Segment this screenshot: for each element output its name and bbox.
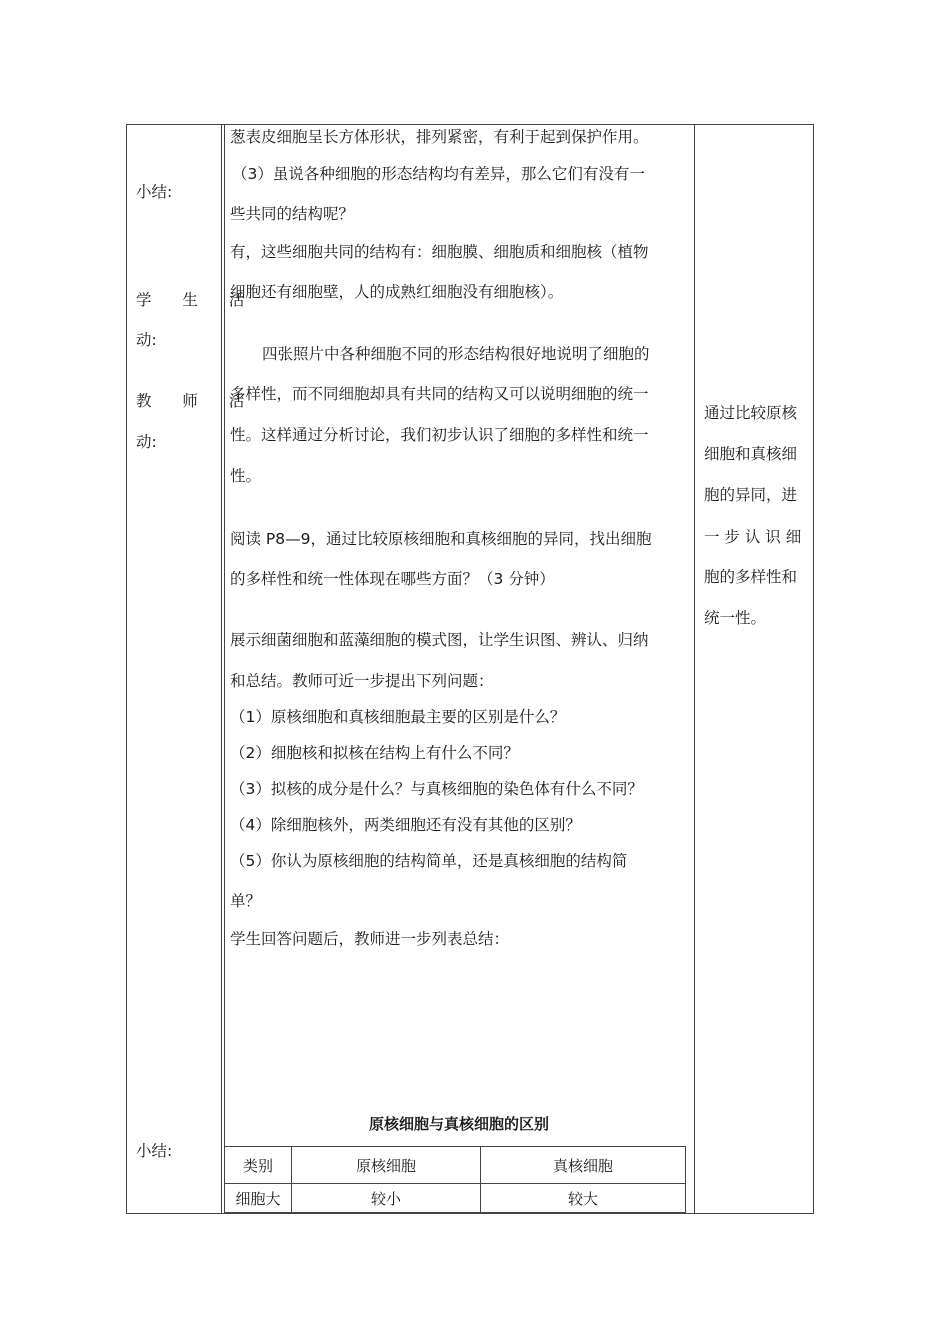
body-line: 有，这些细胞共同的结构有：细胞膜、细胞质和细胞核（植物 xyxy=(230,243,649,261)
intent-line: 统一性。 xyxy=(704,609,767,627)
summary-label-1: 小结: xyxy=(136,183,173,201)
body-line: 和总结。教师可近一步提出下列问题： xyxy=(230,672,494,690)
table-cell: 较大 xyxy=(481,1184,686,1213)
body-line: 四张照片中各种细胞不同的形态结构很好地说明了细胞的 xyxy=(262,345,650,363)
table-caption: 原核细胞与真核细胞的区别 xyxy=(368,1115,549,1133)
student-activity-label: 学 生 活 xyxy=(136,291,258,309)
comparison-table xyxy=(224,1146,686,1213)
body-line: 的多样性和统一性体现在哪些方面？（3 分钟） xyxy=(230,570,555,588)
body-line: 单？ xyxy=(230,892,262,910)
body-line: 展示细菌细胞和蓝藻细胞的模式图，让学生识图、辨认、归纳 xyxy=(230,631,649,649)
table-cell: 较小 xyxy=(292,1184,481,1213)
summary-label-2: 小结: xyxy=(136,1142,173,1160)
body-line: 性。 xyxy=(230,467,262,485)
question-4: （4）除细胞核外，两类细胞还有没有其他的区别？ xyxy=(230,816,581,834)
body-line: 葱表皮细胞呈长方体形状，排列紧密，有利于起到保护作用。 xyxy=(230,128,649,146)
body-line: 阅读 P8—9，通过比较原核细胞和真核细胞的异同，找出细胞 xyxy=(230,530,652,548)
column-divider-left xyxy=(221,124,222,1214)
body-line: 细胞还有细胞壁，人的成熟红细胞没有细胞核）。 xyxy=(230,283,564,301)
question-3: （3）拟核的成分是什么？与真核细胞的染色体有什么不同？ xyxy=(230,780,643,798)
teacher-activity-label-cont: 动: xyxy=(136,433,157,451)
table-cell: 细胞大 xyxy=(225,1184,292,1213)
table-header-row xyxy=(225,1147,686,1184)
body-line: 多样性，而不同细胞却具有共同的结构又可以说明细胞的统一 xyxy=(230,385,649,403)
question-2: （2）细胞核和拟核在结构上有什么不同？ xyxy=(230,744,519,762)
intent-line: 胞的多样性和 xyxy=(704,568,798,586)
question-5: （5）你认为原核细胞的结构简单，还是真核细胞的结构简 xyxy=(230,852,628,870)
body-line: 些共同的结构呢？ xyxy=(230,205,355,223)
body-line: 学生回答问题后，教师进一步列表总结： xyxy=(230,930,510,948)
teacher-activity-label: 教 师 活 xyxy=(136,392,258,410)
header-cell: 类别 xyxy=(225,1147,292,1184)
column-divider-right xyxy=(694,124,695,1214)
header-cell: 真核细胞 xyxy=(481,1147,686,1184)
body-line: 性。这样通过分析讨论，我们初步认识了细胞的多样性和统一 xyxy=(230,426,649,444)
student-activity-label-cont: 动: xyxy=(136,331,157,349)
intent-line: 通过比较原核 xyxy=(704,404,798,422)
intent-line: 一 步 认 识 细 xyxy=(704,528,802,546)
table-row xyxy=(225,1184,686,1213)
intent-line: 胞的异同，进 xyxy=(704,486,798,504)
header-cell: 原核细胞 xyxy=(292,1147,481,1184)
intent-line: 细胞和真核细 xyxy=(704,445,798,463)
question-1: （1）原核细胞和真核细胞最主要的区别是什么？ xyxy=(230,708,566,726)
column-divider-left-inner xyxy=(224,124,225,1214)
body-line: （3）虽说各种细胞的形态结构均有差异，那么它们有没有一 xyxy=(232,165,645,183)
